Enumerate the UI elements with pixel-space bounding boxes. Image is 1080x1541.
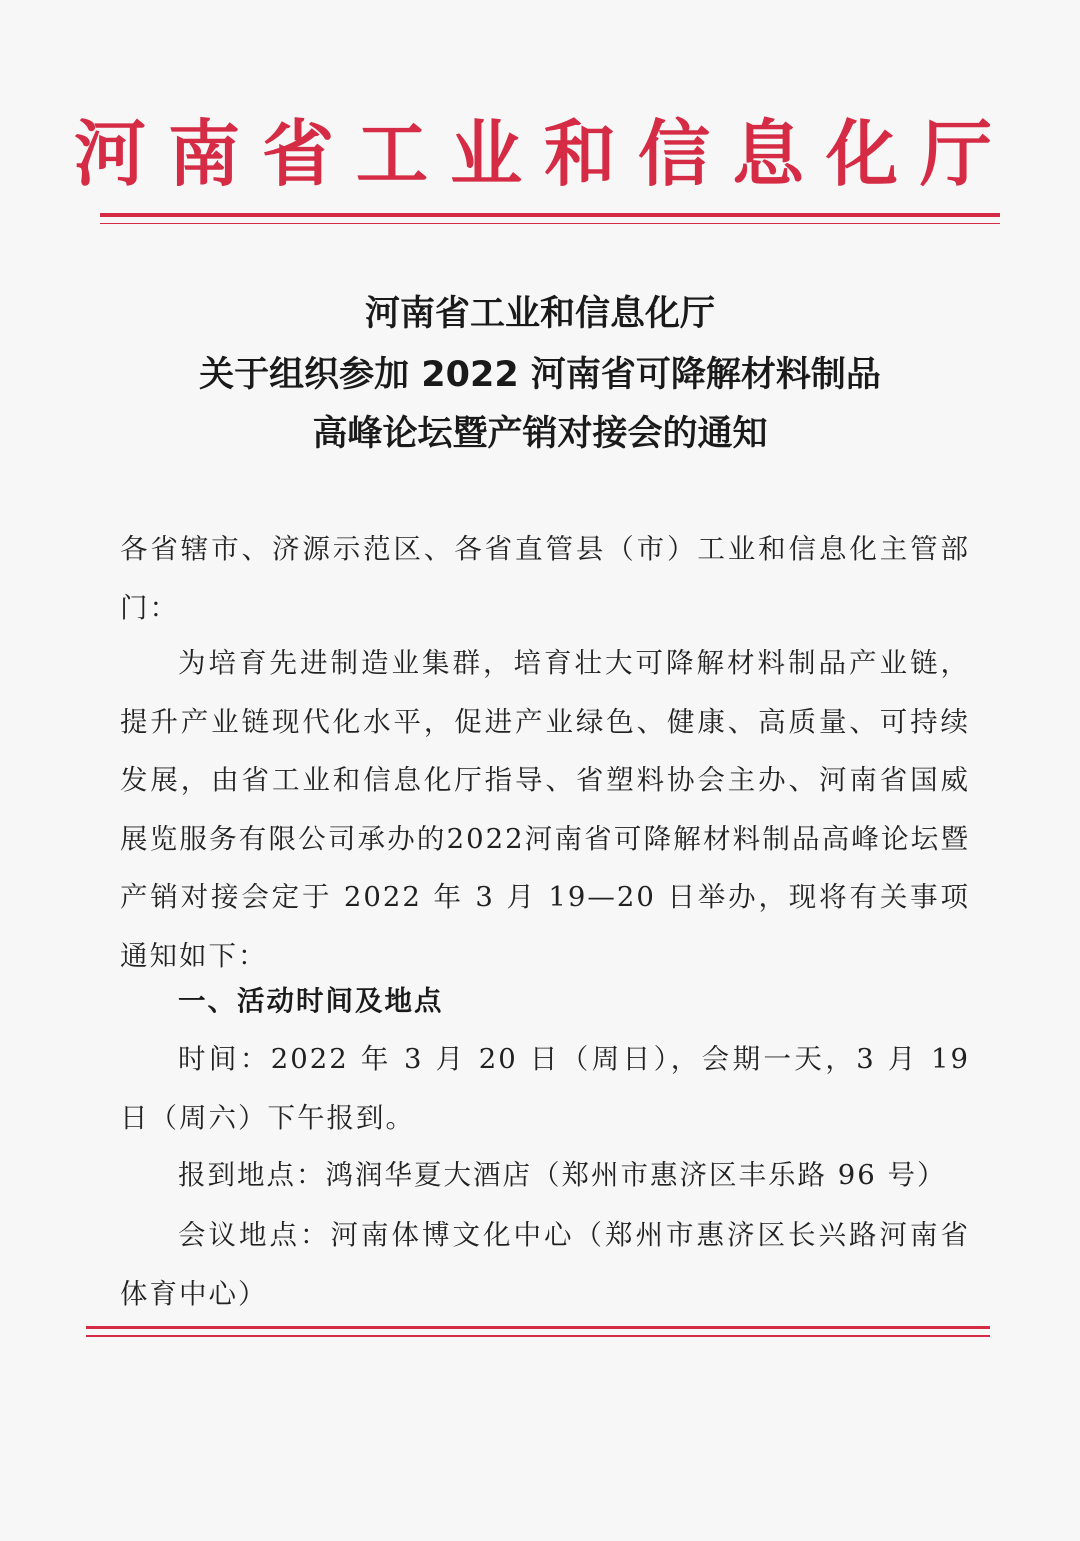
footer-rule-thick: [86, 1326, 990, 1329]
registration-place-paragraph: 报到地点：鸿润华夏大酒店（郑州市惠济区丰乐路 96 号）: [178, 1159, 947, 1191]
section-heading-time-place: 一、活动时间及地点: [178, 985, 444, 1017]
footer-rule-thin: [86, 1335, 990, 1337]
document-title-line-1: 河南省工业和信息化厅: [364, 294, 715, 334]
letterhead-org-name: 河南省工业和信息化厅: [73, 112, 1014, 196]
event-time-paragraph: 时间：2022 年 3 月 20 日（周日），会期一天，3 月 19 日（周六）下午报到。: [120, 1043, 970, 1134]
document-title-line-3: 高峰论坛暨产销对接会的通知: [312, 414, 768, 454]
intro-paragraph: 为培育先进制造业集群，培育壮大可降解材料制品产业链，提升产业链现代化水平，促进产业绿色、健康、高质量、可持续发展，由省工业和信息化厅指导、省塑料协会主办、河南省国威展览服务有限公司承办的2022河南省可降解材料制品高峰论坛暨产销对接会定于 2022 年 3 月 19—20 日举办，现将有关事项通知如下：: [120, 647, 970, 972]
document-title-line-2: 关于组织参加 2022 河南省可降解材料制品: [199, 355, 881, 395]
meeting-place-paragraph: 会议地点：河南体博文化中心（郑州市惠济区长兴路河南省体育中心）: [120, 1219, 970, 1310]
letterhead-rule-thick: [100, 213, 1000, 217]
salutation: 各省辖市、济源示范区、各省直管县（市）工业和信息化主管部门：: [120, 533, 970, 624]
letterhead-rule-thin: [100, 223, 1000, 224]
